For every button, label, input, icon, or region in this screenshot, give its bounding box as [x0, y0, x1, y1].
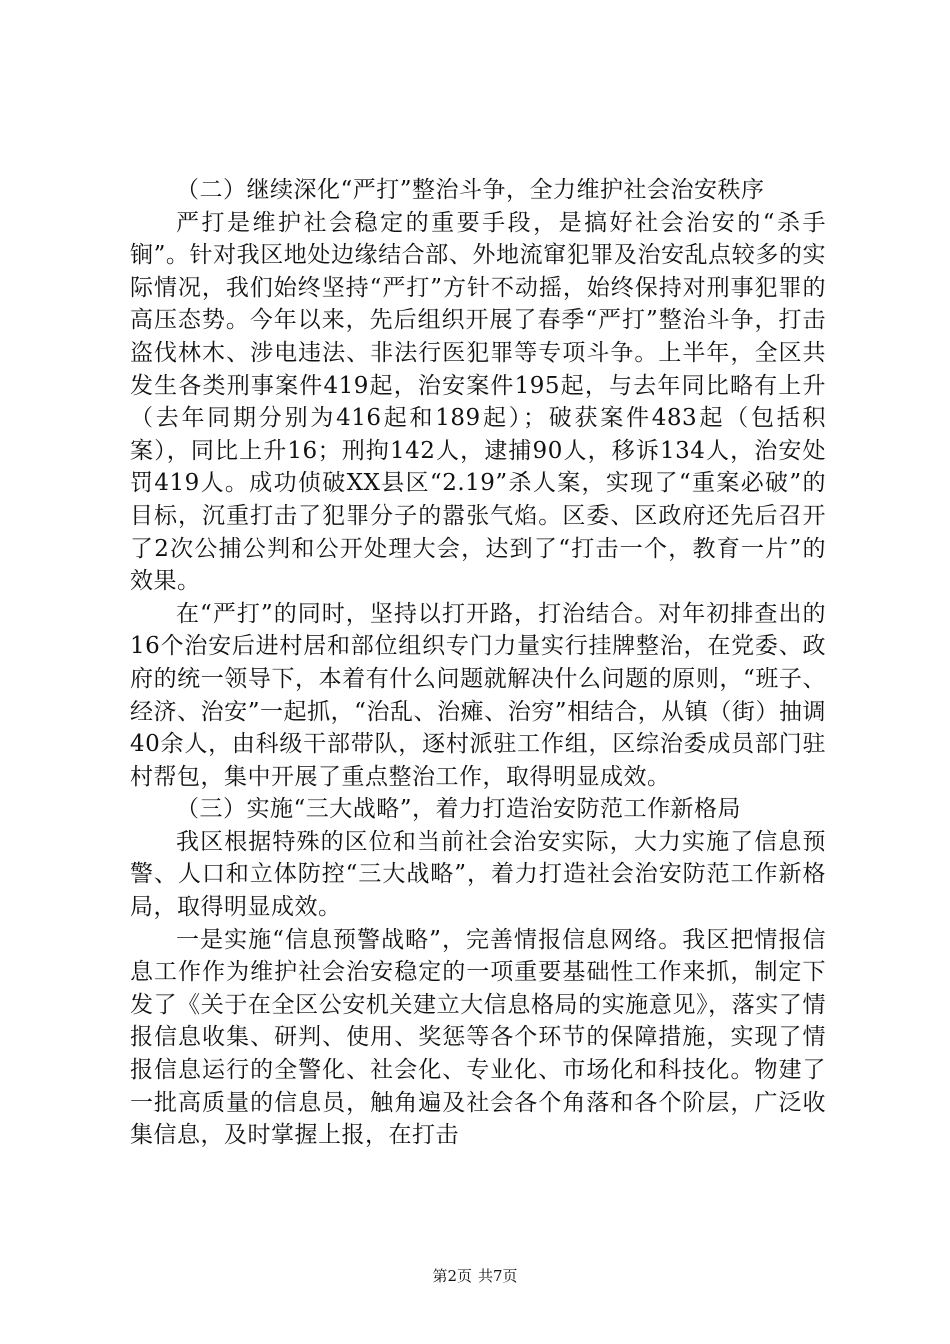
page-footer	[0, 1266, 950, 1286]
body-paragraph: 我区根据特殊的区位和当前社会治安实际，大力实施了信息预警、人口和立体防控“三大战略”，着力打造社会治安防范工作新格局，取得明显成效。	[130, 828, 826, 921]
document-body	[130, 174, 826, 1152]
section-heading-2: （二）继续深化“严打”整治斗争，全力维护社会治安秩序	[176, 177, 765, 203]
body-paragraph: 一是实施“信息预警战略”，完善情报信息网络。我区把情报信息工作作为维护社会治安稳定的一项重要基础性工作来抓，制定下发了《关于在全区公安机关建立大信息格局的实施意见》，落实了情报信息收集、研判、使用、奖惩等各个环节的保障措施，实现了情报信息运行的全警化、社会化、专业化、市场化和科技化。物建了一批高质量的信息员，触角遍及社会各个角落和各个阶层，广泛收集信息，及时掌握上报，在打击	[130, 926, 826, 1149]
page-total: 共7页	[478, 1267, 518, 1285]
body-paragraph: 严打是维护社会稳定的重要手段，是搞好社会治安的“杀手锏”。针对我区地处边缘结合部、外地流窜犯罪及治安乱点较多的实际情况，我们始终坚持“严打”方针不动摇，始终保持对刑事犯罪的高压态势。今年以来，先后组织开展了春季“严打”整治斗争，打击盗伐林木、涉电违法、非法行医犯罪等专项斗争。上半年，全区共发生各类刑事案件419起，治安案件195起，与去年同比略有上升（去年同期分别为416起和189起）；破获案件483起（包括积案），同比上升16；刑拘142人，逮捕90人，移诉134人，治安处罚419人。成功侦破XX县区“2.19”杀人案，实现了“重案必破”的目标，沉重打击了犯罪分子的嚣张气焰。区委、区政府还先后召开了2次公捕公判和公开处理大会，达到了“打击一个，教育一片”的效果。	[130, 209, 826, 595]
section-heading-3: （三）实施“三大战略”，着力打造治安防范工作新格局	[176, 796, 742, 823]
page-number: 第2页	[432, 1267, 472, 1285]
body-paragraph: 在“严打”的同时，坚持以打开路，打治结合。对年初排查出的16个治安后进村居和部位组织专门力量实行挂牌整治，在党委、政府的统一领导下，本着有什么问题就解决什么问题的原则，“班子、经济、治安”一起抓，“治乱、治瘫、治穷”相结合，从镇（街）抽调40余人，由科级干部带队，逐村派驻工作组，区综治委成员部门驻村帮包，集中开展了重点整治工作，取得明显成效。	[130, 600, 826, 790]
